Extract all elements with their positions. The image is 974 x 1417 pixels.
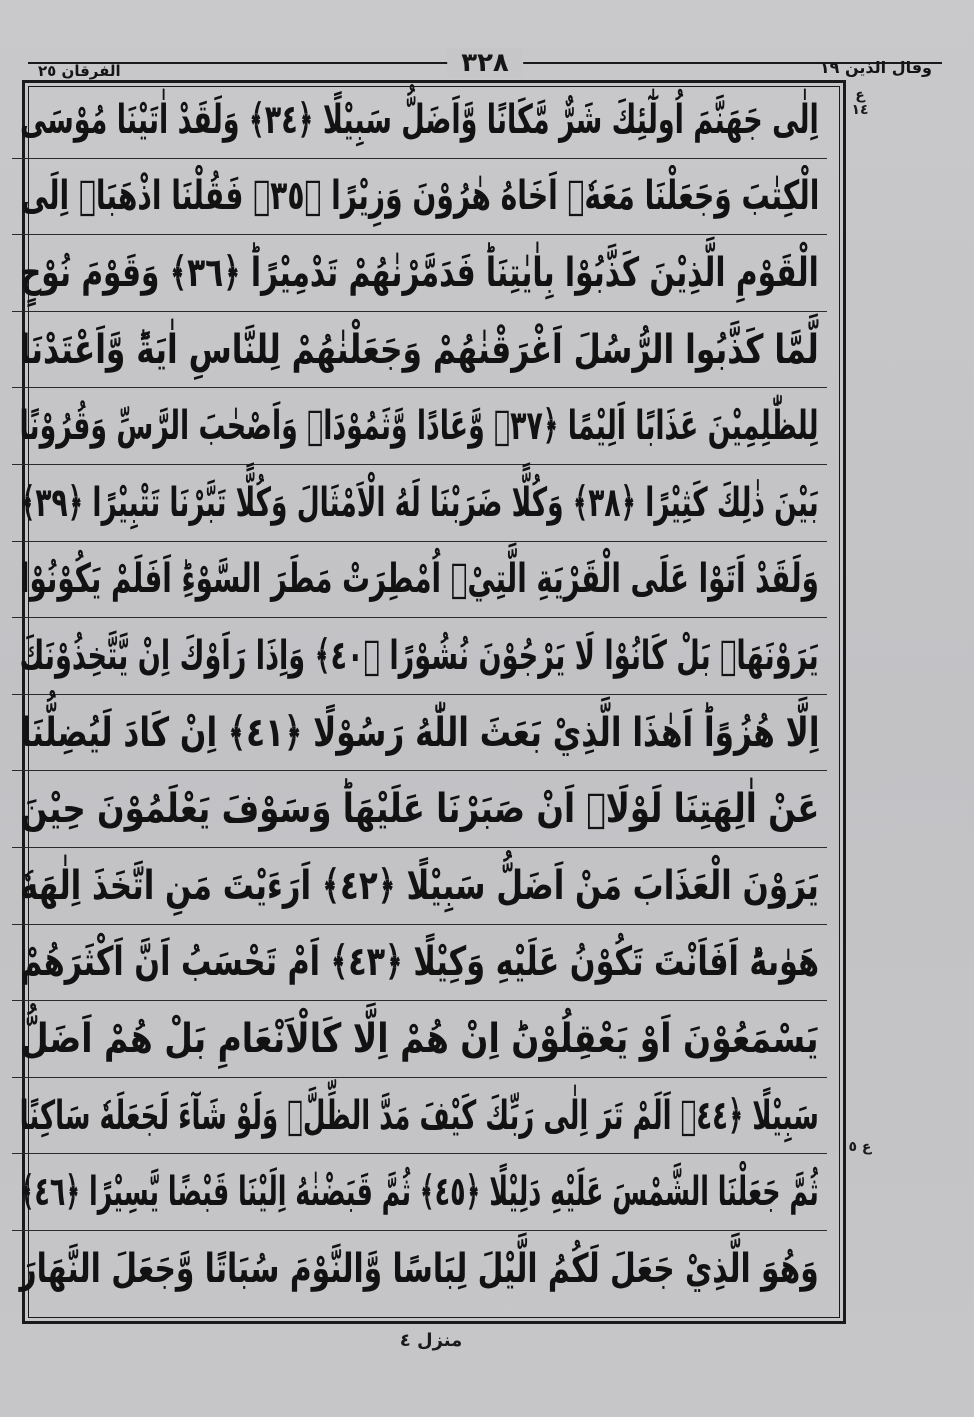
text-line [12,235,827,312]
line-text: وَهُوَ الَّذِيْ جَعَلَ لَكُمُ الَّيْلَ لِبَاسًا وَّالنَّوْمَ سُبَاتًا وَّجَعَلَ النَّهَارَ [19,1246,820,1293]
page-number: ٣٢٨ [447,48,523,78]
text-line [12,1001,827,1078]
verse-lines [12,82,827,1308]
line-text: ثُمَّ جَعَلْنَا الشَّمْسَ عَلَيْهِ دَلِيْلًا ﴿٤٥﴾ ثُمَّ قَبَضْنٰهُ اِلَيْنَا قَبْضًا يَّسِيْرًا ﴿٤٦﴾ [19,1169,820,1216]
text-line [12,695,827,772]
line-text: اِلٰى جَهَنَّمَ اُولٰٓئِكَ شَرٌّ مَّكَانًا وَّاَضَلُّ سَبِيْلًا ﴿٣٤﴾ وَلَقَدْ اٰتَيْنَا مُوْسَى [20,96,819,143]
line-text: اِلَّا هُزُوًاؕ اَهٰذَا الَّذِيْ بَعَثَ اللّٰهُ رَسُوْلًا ﴿٤١﴾ اِنْ كَادَ لَيُضِلُّنَا [20,709,819,756]
text-line [12,312,827,389]
text-line [12,1231,827,1308]
text-line [12,848,827,925]
juz-label: وقال الذين ١٩ [819,58,932,77]
line-text: هَوٰىهُؕ اَفَاَنْتَ تَكُوْنُ عَلَيْهِ وَكِيْلًا ﴿٤٣﴾ اَمْ تَحْسَبُ اَنَّ اَكْثَرَهُمْ [19,939,820,986]
text-line [12,465,827,542]
text-line [12,618,827,695]
line-text: الْكِتٰبَ وَجَعَلْنَا مَعَهٗۤ اَخَاهُ هٰرُوْنَ وَزِيْرًا ﴿٣٥﴾ فَقُلْنَا اذْهَبَاۤ اِلَى [20,173,819,220]
text-line [12,1154,827,1231]
ruku-marker: ع ٥ [848,1139,872,1155]
line-text: يَرَوْنَهَاۚ بَلْ كَانُوْا لَا يَرْجُوْنَ نُشُوْرًا ﴿٤٠﴾ وَاِذَا رَاَوْكَ اِنْ يَّتَّخِذُوْنَكَ [19,632,820,679]
line-text: يَسْمَعُوْنَ اَوْ يَعْقِلُوْنَؕ اِنْ هُمْ اِلَّا كَالْاَنْعَامِ بَلْ هُمْ اَضَلُّ [20,1015,819,1062]
line-text: لِلظّٰلِمِيْنَ عَذَابًا اَلِيْمًا ﴿٣٧﴾ وَّعَادًا وَّثَمُوْدَاۡ وَاَصْحٰبَ الرَّسِّ وَقُرُوْنًا [19,403,820,450]
line-text: وَلَقَدْ اَتَوْا عَلَى الْقَرْيَةِ الَّتِيْۤ اُمْطِرَتْ مَطَرَ السَّوْءِؕ اَفَلَمْ يَكُوْنُوْا [20,556,819,603]
line-text: سَبِيْلًا ﴿٤٤﴾ اَلَمْ تَرَ اِلٰى رَبِّكَ كَيْفَ مَدَّ الظِّلَّۚ وَلَوْ شَآءَ لَجَعَلَهٗ سَاكِنًا [19,1092,820,1139]
line-text: يَرَوْنَ الْعَذَابَ مَنْ اَضَلُّ سَبِيْلًا ﴿٤٢﴾ اَرَءَيْتَ مَنِ اتَّخَذَ اِلٰهَهٗ [20,862,819,909]
surah-label: الفرقان ٢٥ [38,62,121,80]
line-text: لَّمَّا كَذَّبُوا الرُّسُلَ اَغْرَقْنٰهُمْ وَجَعَلْنٰهُمْ لِلنَّاسِ اٰيَةًؕ وَّاَعْتَدْنَا [19,326,820,373]
line-text: بَيْنَ ذٰلِكَ كَثِيْرًا ﴿٣٨﴾ وَكُلًّا ضَرَبْنَا لَهُ الْاَمْثَالَ وَكُلًّا تَبَّرْنَا تَتْبِيْرًا ﴿٣٩﴾ [20,479,819,526]
text-line [12,542,827,619]
text-line [12,771,827,848]
page-header [28,48,942,82]
text-line [12,82,827,159]
text-line [12,1078,827,1155]
text-line [12,925,827,1002]
manzil-footer: منزل ٤ [399,1330,463,1351]
text-line [12,159,827,236]
line-text: الْقَوْمِ الَّذِيْنَ كَذَّبُوْا بِاٰيٰتِنَاؕ فَدَمَّرْنٰهُمْ تَدْمِيْرًاؕ ﴿٣٦﴾ وَقَوْمَ نُوْحٍ [20,249,819,296]
line-text: عَنْ اٰلِهَتِنَا لَوْلَاۤ اَنْ صَبَرْنَا عَلَيْهَاؕ وَسَوْفَ يَعْلَمُوْنَ حِيْنَ [19,786,820,833]
ruku-marker: ع ١٤ [851,87,869,119]
text-line [12,388,827,465]
